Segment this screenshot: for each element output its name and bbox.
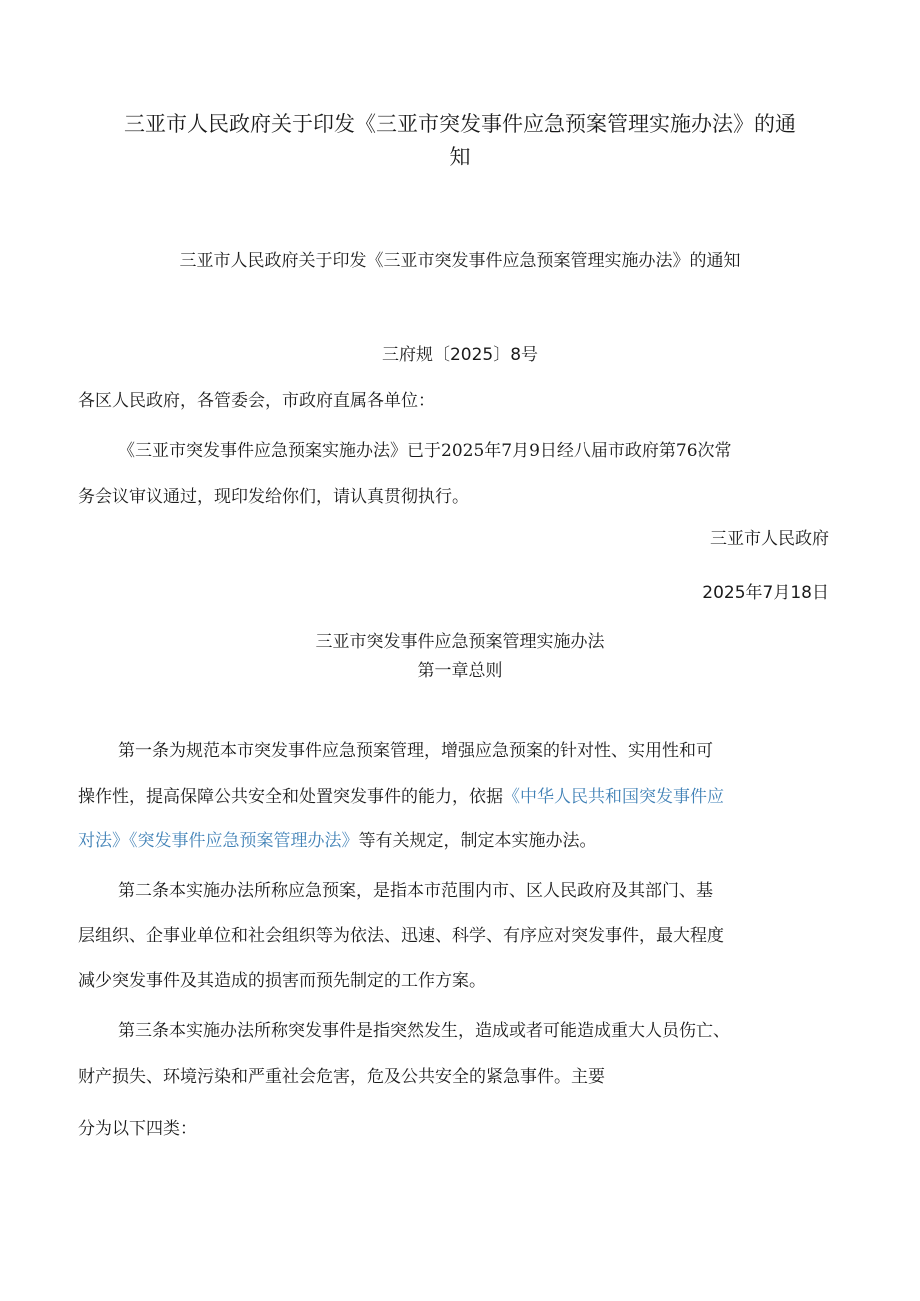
article-1-line-3	[78, 826, 597, 851]
article-3-line-1: 第三条本实施办法所称突发事件是指突然发生，造成或者可能造成重大人员伤亡、	[118, 1021, 730, 1041]
article-1-line-2	[78, 782, 724, 807]
notice-body-line-1: 《三亚市突发事件应急预案实施办法》已于2025年7月9日经八届市政府第76次常	[118, 441, 732, 461]
signer: 三亚市人民政府	[710, 529, 829, 549]
document-title	[60, 108, 860, 174]
article-1-line-1: 第一条为规范本市突发事件应急预案管理，增强应急预案的针对性、实用性和可	[118, 741, 713, 761]
article-1-line-2-text: 操作性，提高保障公共安全和处置突发事件的能力，依据	[78, 787, 503, 807]
article-1-line-3-text: 等有关规定，制定本实施办法。	[358, 831, 597, 851]
measures-title: 三亚市突发事件应急预案管理实施办法	[315, 632, 605, 652]
notice-subtitle: 三亚市人民政府关于印发《三亚市突发事件应急预案管理实施办法》的通知	[179, 251, 741, 271]
notice-body-line-2: 务会议审议通过，现印发给你们，请认真贯彻执行。	[78, 487, 469, 507]
issue-date: 2025年7月18日	[702, 583, 829, 603]
article-3-line-2: 财产损失、环境污染和严重社会危害，危及公共安全的紧急事件。主要	[78, 1067, 605, 1087]
document-title-line-1: 三亚市人民政府关于印发《三亚市突发事件应急预案管理实施办法》的通	[124, 112, 796, 136]
law-reference-link-continued[interactable]: 对法》《突发事件应急预案管理办法》	[78, 831, 359, 851]
chapter-1-title: 第一章总则	[417, 661, 503, 681]
article-3-line-3: 分为以下四类：	[78, 1119, 197, 1139]
addressee: 各区人民政府，各管委会，市政府直属各单位：	[78, 391, 435, 411]
document-title-line-2: 知	[449, 145, 471, 169]
article-2-line-3: 减少突发事件及其造成的损害而预先制定的工作方案。	[78, 971, 486, 991]
document-number: 三府规〔2025〕8号	[381, 345, 539, 365]
article-2-line-1: 第二条本实施办法所称应急预案，是指本市范围内市、区人民政府及其部门、基	[118, 881, 713, 901]
article-2-line-2: 层组织、企事业单位和社会组织等为依法、迅速、科学、有序应对突发事件，最大程度	[78, 926, 724, 946]
law-reference-link[interactable]: 《中华人民共和国突发事件应	[503, 787, 724, 807]
